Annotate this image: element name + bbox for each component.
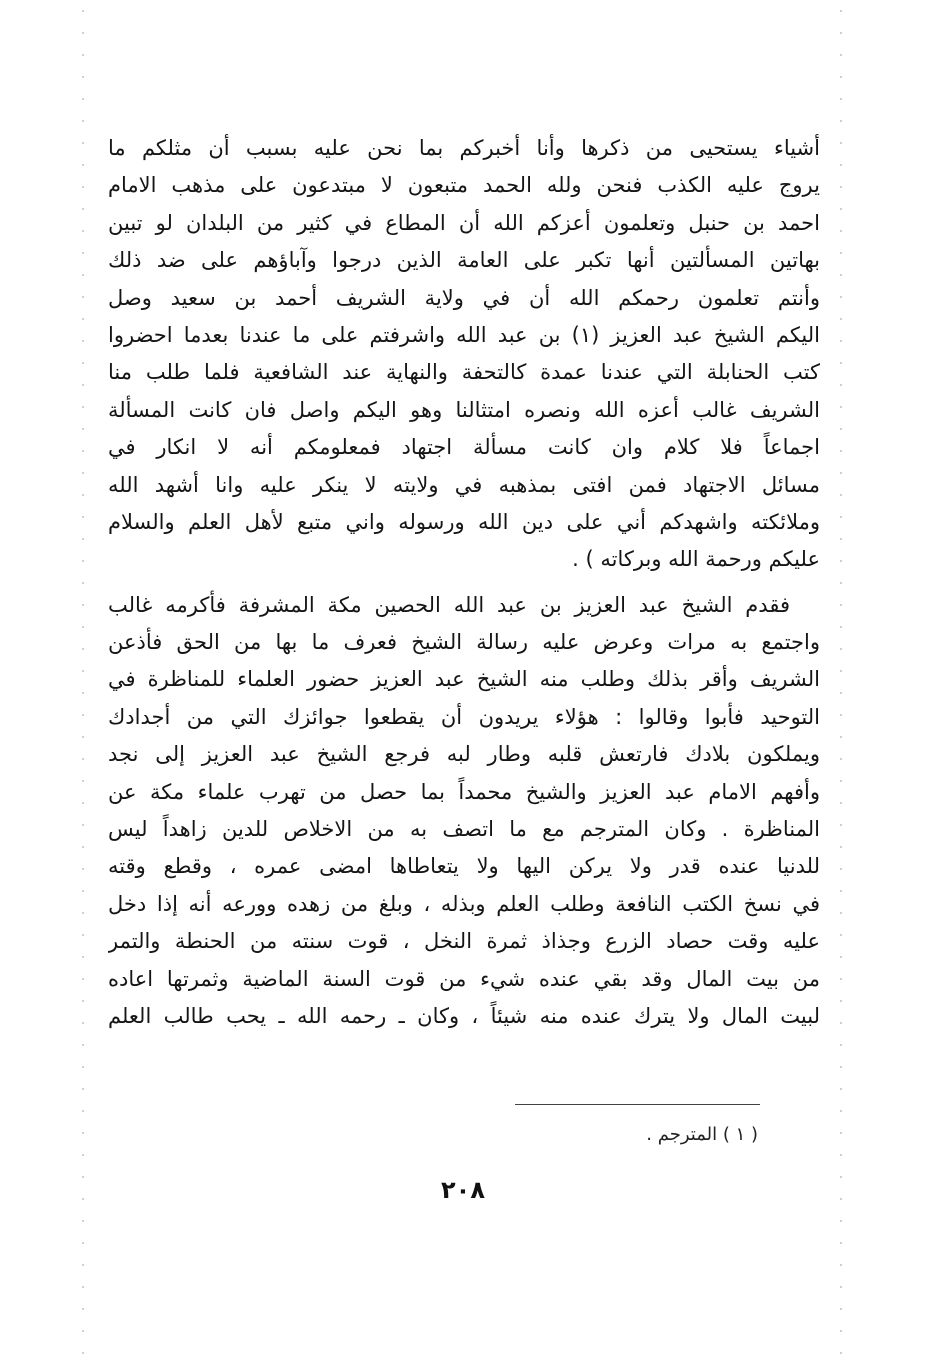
text-line: مسائل الاجتهاد فمن افتى بمذهبه في ولايته لا ينكر عليه وانا أشهد الله [108, 472, 820, 497]
text-line: التوحيد فأبوا وقالوا : هؤلاء يريدون أن يقطعوا جوائزك التي من أجدادك [108, 704, 820, 729]
text-line: أشياء يستحيى من ذكرها وأنا أخبركم بما نحن عليه بسبب أن مثلكم ما [108, 136, 820, 160]
text-line: الشريف وأقر بذلك وطلب منه الشيخ عبد العزيز حضور العلماء للمناظرة في [108, 667, 820, 692]
text-line: عليكم ورحمة الله وبركاته ) . [572, 547, 820, 572]
text-line: واجتمع به مرات وعرض عليه رسالة الشيخ فعرف ما بها من الحق فأذعن [108, 630, 820, 655]
text-line: لبيت المال ولا يترك عنده منه شيئاً ، وكان ـ رحمه الله ـ يحب طالب العلم [108, 1003, 820, 1028]
text-line: احمد بن حنبل وتعلمون أعزكم الله أن المطاع في كثير من البلدان لو تبين [108, 210, 820, 235]
text-line: كتب الحنابلة التي عندنا عمدة كالتحفة والنهاية عند الشافعية فلما طلب منا [108, 360, 820, 385]
text-line: بهاتين المسألتين أنها تكبر على العامة الذين درجوا وآباؤهم على ضد ذلك [108, 248, 820, 273]
scan-edge-left [80, 0, 86, 1357]
text-line: وأنتم تعلمون رحمكم الله أن في ولاية الشريف أحمد بن سعيد وصل [108, 285, 820, 310]
paragraph-start-line: فقدم الشيخ عبد العزيز بن عبد الله الحصين مكة المشرفة فأكرمه غالب [108, 592, 790, 617]
text-line: من بيت المال وقد بقي عنده شيء من قوت السنة الماضية وثمرتها اعاده [108, 966, 820, 991]
page-number: ٢٠٨ [441, 1176, 485, 1204]
text-line: للدنيا عنده قدر ولا يركن اليها ولا يتعاطاها امضى عمره ، وقطع وقته [108, 854, 820, 879]
text-line: يروج عليه الكذب فنحن ولله الحمد متبعون لا مبتدعون على مذهب الامام [108, 173, 820, 198]
text-line: المناظرة . وكان المترجم مع ما اتصف به من الاخلاص للدين زاهداً ليس [108, 817, 820, 842]
scan-edge-right [838, 0, 844, 1357]
body-text [108, 130, 820, 1035]
text-line: اجماعاً فلا كلام وان كانت مسألة اجتهاد فمعلومكم أنه لا انكار في [108, 435, 820, 460]
text-line: وأفهم الامام عبد العزيز والشيخ محمداً بما حصل من تهرب علماء مكة عن [108, 779, 820, 804]
text-line: الشريف غالب أعزه الله ونصره امتثالنا وهو اليكم واصل فان كانت المسألة [108, 397, 820, 422]
text-line: في نسخ الكتب النافعة وطلب العلم وبذله ، وبلغ من زهده وورعه أنه إذا دخل [108, 891, 820, 916]
text-line: ويملكون بلادك فارتعش قلبه وطار لبه فرجع الشيخ عبد العزيز إلى نجد [108, 742, 820, 767]
text-line: عليه وقت حصاد الزرع وجذاذ ثمرة النخل ، قوت سنته من الحنطة والتمر [108, 929, 820, 954]
text-line: اليكم الشيخ عبد العزيز (١) بن عبد الله واشرفتم على ما عندنا بعدما احضروا [108, 322, 820, 347]
footnote: ( ١ ) المترجم . [646, 1124, 758, 1145]
text-line: وملائكته واشهدكم أني على دين الله ورسوله واني متبع لأهل العلم والسلام [108, 509, 820, 534]
footnote-divider [515, 1104, 760, 1105]
